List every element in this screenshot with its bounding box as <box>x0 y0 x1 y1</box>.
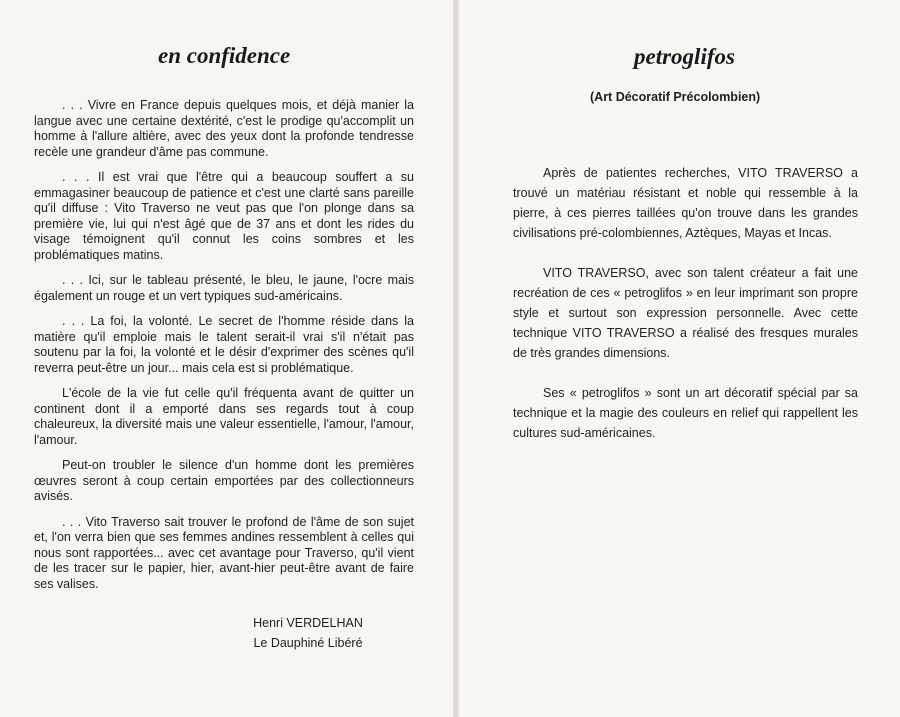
page-gutter <box>453 0 459 717</box>
right-paragraph: VITO TRAVERSO, avec son talent créateur a fait une recréation de ces « petroglifos » en leur imprimant son propre style et surtout son expression personnelle. Avec cette technique VITO TRAVERSO a réalisé des fresques murales de très grandes dimensions. <box>513 266 858 360</box>
right-paragraph: Après de patientes recherches, VITO TRAVERSO a trouvé un matériau résistant et noble qui ressemble à la pierre, à ces pierres taillées qu'on trouve dans les grandes civilisations pré-colombiennes, Aztèques, Mayas et Incas. <box>513 166 858 240</box>
left-paragraph: Peut-on troubler le silence d'un homme dont les premières œuvres seront à coup certain emportées par des collectionneurs avisés. <box>34 458 414 503</box>
left-paragraph: L'école de la vie fut celle qu'il fréquenta avant de quitter un continent dont il a emporté dans ses regards tout à coup chaleureux, la diversité mais une valeur essentielle, l'amour, l'amour, l'amour. <box>34 386 414 447</box>
left-paragraph: . . . Vito Traverso sait trouver le profond de l'âme de son sujet et, l'on verra bien que ses femmes andines ressemblent à celles qui nous sont rapportées... avec cet avantage pour Traverso, qu'il vient de les tracer sur le papier, hier, avant-hier peut-être avant de faire ses valises. <box>34 514 414 591</box>
signature-block <box>252 613 364 653</box>
left-page-body <box>34 98 414 602</box>
right-page-subtitle: (Art Décoratif Précolombien) <box>590 90 761 104</box>
left-paragraph: . . . Vivre en France depuis quelques mois, et déjà manier la langue avec une certaine dextérité, c'est le prodige qu'accomplit un homme à l'allure altière, avec des yeux dont la profonde tendresse recèle une grandeur d'âme pas commune. <box>34 98 414 159</box>
left-page-title: en confidence <box>158 43 291 68</box>
left-paragraph: . . . La foi, la volonté. Le secret de l'homme réside dans la matière qu'il emploie mais le talent serait-il vrai s'il n'était pas soutenu par la foi, la volonté et le désir d'exprimer des scènes qu'il reverra peut-être un jour... mais cela est si problématique. <box>34 314 414 375</box>
signature-source: Le Dauphiné Libéré <box>253 636 363 650</box>
signature-author: Henri VERDELHAN <box>253 616 363 630</box>
right-page-title: petroglifos <box>634 44 735 69</box>
right-paragraph: Ses « petroglifos » sont un art décoratif spécial par sa technique et la magie des couleurs en relief qui rappellent les cultures sud-américaines. <box>513 386 858 440</box>
left-paragraph: . . . Il est vrai que l'être qui a beaucoup souffert a su emmagasiner beaucoup de patience et c'est une clarté sans pareille qu'il diffuse : Vito Traverso ne veut pas que l'on plonge dans sa première vie, lui qui n'est âgé que de 37 ans et dont les rides du visage témoignent qu'il connut les coins sombres et les problématiques matins. <box>34 170 414 262</box>
right-page-body <box>513 163 858 463</box>
left-paragraph: . . . Ici, sur le tableau présenté, le bleu, le jaune, l'ocre mais également un rouge et un vert typiques sud-américains. <box>34 273 414 303</box>
